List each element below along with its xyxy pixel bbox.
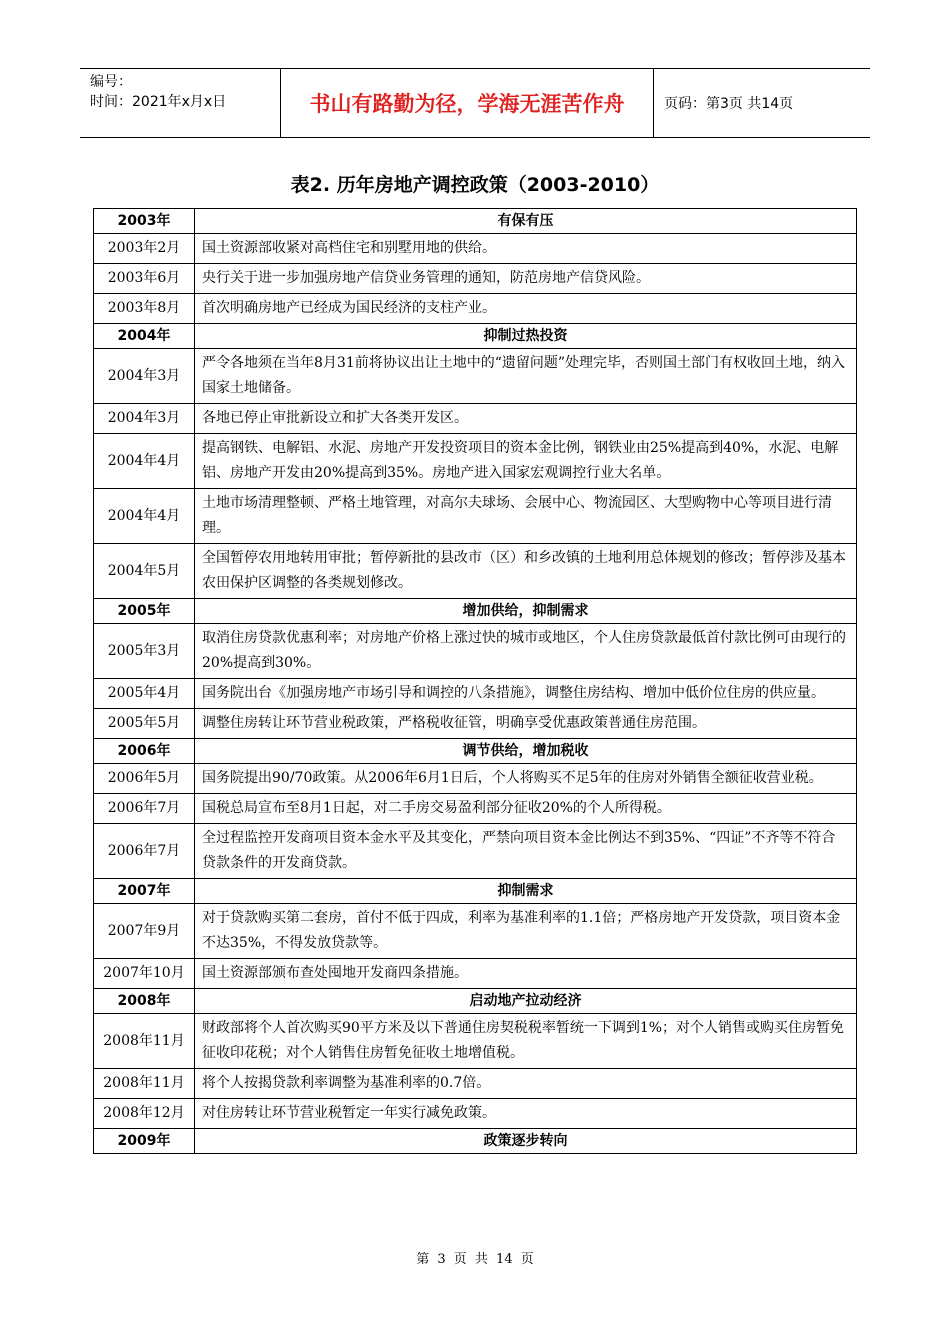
table-row xyxy=(94,624,857,679)
table-row xyxy=(94,489,857,544)
year-header-row xyxy=(94,989,857,1014)
year-cell: 2008年 xyxy=(94,989,195,1014)
policy-date-cell: 2006年7月 xyxy=(94,824,195,879)
policy-text-cell: 对住房转让环节营业税暂定一年实行减免政策。 xyxy=(195,1099,857,1129)
policy-date-cell: 2008年11月 xyxy=(94,1014,195,1069)
table-row xyxy=(94,1014,857,1069)
policy-date-cell: 2004年3月 xyxy=(94,349,195,404)
year-cell: 2004年 xyxy=(94,324,195,349)
year-theme-cell: 抑制需求 xyxy=(195,879,857,904)
year-cell: 2005年 xyxy=(94,599,195,624)
table-row xyxy=(94,264,857,294)
policy-date-cell: 2003年2月 xyxy=(94,234,195,264)
year-header-row xyxy=(94,599,857,624)
year-theme-cell: 启动地产拉动经济 xyxy=(195,989,857,1014)
table-row xyxy=(94,824,857,879)
policy-date-cell: 2008年11月 xyxy=(94,1069,195,1099)
policy-text-cell: 取消住房贷款优惠利率；对房地产价格上涨过快的城市或地区，个人住房贷款最低首付款比例可由现行的20%提高到30%。 xyxy=(195,624,857,679)
year-header-row xyxy=(94,324,857,349)
table-row xyxy=(94,544,857,599)
policy-date-cell: 2007年9月 xyxy=(94,904,195,959)
policy-text-cell: 全过程监控开发商项目资本金水平及其变化，严禁向项目资本金比例达不到35%、“四证”不齐等不符合贷款条件的开发商贷款。 xyxy=(195,824,857,879)
policy-text-cell: 国土资源部颁布查处囤地开发商四条措施。 xyxy=(195,959,857,989)
policy-date-cell: 2003年8月 xyxy=(94,294,195,324)
policy-date-cell: 2006年7月 xyxy=(94,794,195,824)
policy-date-cell: 2006年5月 xyxy=(94,764,195,794)
policy-date-cell: 2003年6月 xyxy=(94,264,195,294)
policy-text-cell: 国土资源部收紧对高档住宅和别墅用地的供给。 xyxy=(195,234,857,264)
policy-text-cell: 国税总局宣布至8月1日起，对二手房交易盈利部分征收20%的个人所得税。 xyxy=(195,794,857,824)
policy-text-cell: 将个人按揭贷款利率调整为基准利率的0.7倍。 xyxy=(195,1069,857,1099)
policy-date-cell: 2005年4月 xyxy=(94,679,195,709)
year-cell: 2007年 xyxy=(94,879,195,904)
year-theme-cell: 抑制过热投资 xyxy=(195,324,857,349)
policy-text-cell: 提高钢铁、电解铝、水泥、房地产开发投资项目的资本金比例，钢铁业由25%提高到40%，水泥、电解铝、房地产开发由20%提高到35%。房地产进入国家宏观调控行业大名单。 xyxy=(195,434,857,489)
policy-date-cell: 2004年3月 xyxy=(94,404,195,434)
policy-date-cell: 2004年4月 xyxy=(94,489,195,544)
year-theme-cell: 有保有压 xyxy=(195,209,857,234)
policy-date-cell: 2005年5月 xyxy=(94,709,195,739)
year-cell: 2006年 xyxy=(94,739,195,764)
policy-text-cell: 调整住房转让环节营业税政策，严格税收征管，明确享受优惠政策普通住房范围。 xyxy=(195,709,857,739)
policy-text-cell: 首次明确房地产已经成为国民经济的支柱产业。 xyxy=(195,294,857,324)
policy-text-cell: 国务院出台《加强房地产市场引导和调控的八条措施》，调整住房结构、增加中低价位住房的供应量。 xyxy=(195,679,857,709)
table-row xyxy=(94,1099,857,1129)
policy-text-cell: 土地市场清理整顿、严格土地管理，对高尔夫球场、会展中心、物流园区、大型购物中心等项目进行清理。 xyxy=(195,489,857,544)
year-header-row xyxy=(94,739,857,764)
table-row xyxy=(94,709,857,739)
document-time-label: 时间：2021年x月x日 xyxy=(90,94,227,110)
year-cell: 2009年 xyxy=(94,1129,195,1154)
year-header-row xyxy=(94,209,857,234)
year-cell: 2003年 xyxy=(94,209,195,234)
policy-text-cell: 财政部将个人首次购买90平方米及以下普通住房契税税率暂统一下调到1%；对个人销售或购买住房暂免征收印花税；对个人销售住房暂免征收土地增值税。 xyxy=(195,1014,857,1069)
table-row xyxy=(94,794,857,824)
table-row xyxy=(94,349,857,404)
year-theme-cell: 政策逐步转向 xyxy=(195,1129,857,1154)
table-row xyxy=(94,294,857,324)
policy-date-cell: 2008年12月 xyxy=(94,1099,195,1129)
policy-table xyxy=(93,208,857,1154)
policy-text-cell: 各地已停止审批新设立和扩大各类开发区。 xyxy=(195,404,857,434)
header-meta xyxy=(80,69,280,137)
table-row xyxy=(94,959,857,989)
year-header-row xyxy=(94,879,857,904)
policy-date-cell: 2007年10月 xyxy=(94,959,195,989)
policy-text-cell: 对于贷款购买第二套房，首付不低于四成，利率为基准利率的1.1倍；严格房地产开发贷款，项目资本金不达35%，不得发放贷款等。 xyxy=(195,904,857,959)
page-footer: 第 3 页 共 14 页 xyxy=(416,1252,534,1267)
year-theme-cell: 调节供给，增加税收 xyxy=(195,739,857,764)
table-row xyxy=(94,764,857,794)
table-row xyxy=(94,404,857,434)
policy-date-cell: 2004年4月 xyxy=(94,434,195,489)
table-row xyxy=(94,1069,857,1099)
policy-date-cell: 2005年3月 xyxy=(94,624,195,679)
header-page-info: 页码：第3页 共14页 xyxy=(664,96,794,112)
policy-text-cell: 央行关于进一步加强房地产信贷业务管理的通知，防范房地产信贷风险。 xyxy=(195,264,857,294)
year-header-row xyxy=(94,1129,857,1154)
table-row xyxy=(94,434,857,489)
policy-text-cell: 全国暂停农用地转用审批；暂停新批的县改市（区）和乡改镇的土地利用总体规划的修改；暂停涉及基本农田保护区调整的各类规划修改。 xyxy=(195,544,857,599)
table-row xyxy=(94,904,857,959)
policy-text-cell: 严令各地须在当年8月31前将协议出让土地中的“遗留问题”处理完毕，否则国土部门有权收回土地，纳入国家土地储备。 xyxy=(195,349,857,404)
table-title: 表2. 历年房地产调控政策（2003-2010） xyxy=(290,174,660,196)
header-motto: 书山有路勤为径，学海无涯苦作舟 xyxy=(280,69,654,137)
page-header xyxy=(80,68,870,138)
policy-text-cell: 国务院提出90/70政策。从2006年6月1日后，个人将购买不足5年的住房对外销售全额征收营业税。 xyxy=(195,764,857,794)
policy-date-cell: 2004年5月 xyxy=(94,544,195,599)
table-row xyxy=(94,679,857,709)
table-row xyxy=(94,234,857,264)
document-number-label: 编号： xyxy=(90,74,132,90)
year-theme-cell: 增加供给，抑制需求 xyxy=(195,599,857,624)
